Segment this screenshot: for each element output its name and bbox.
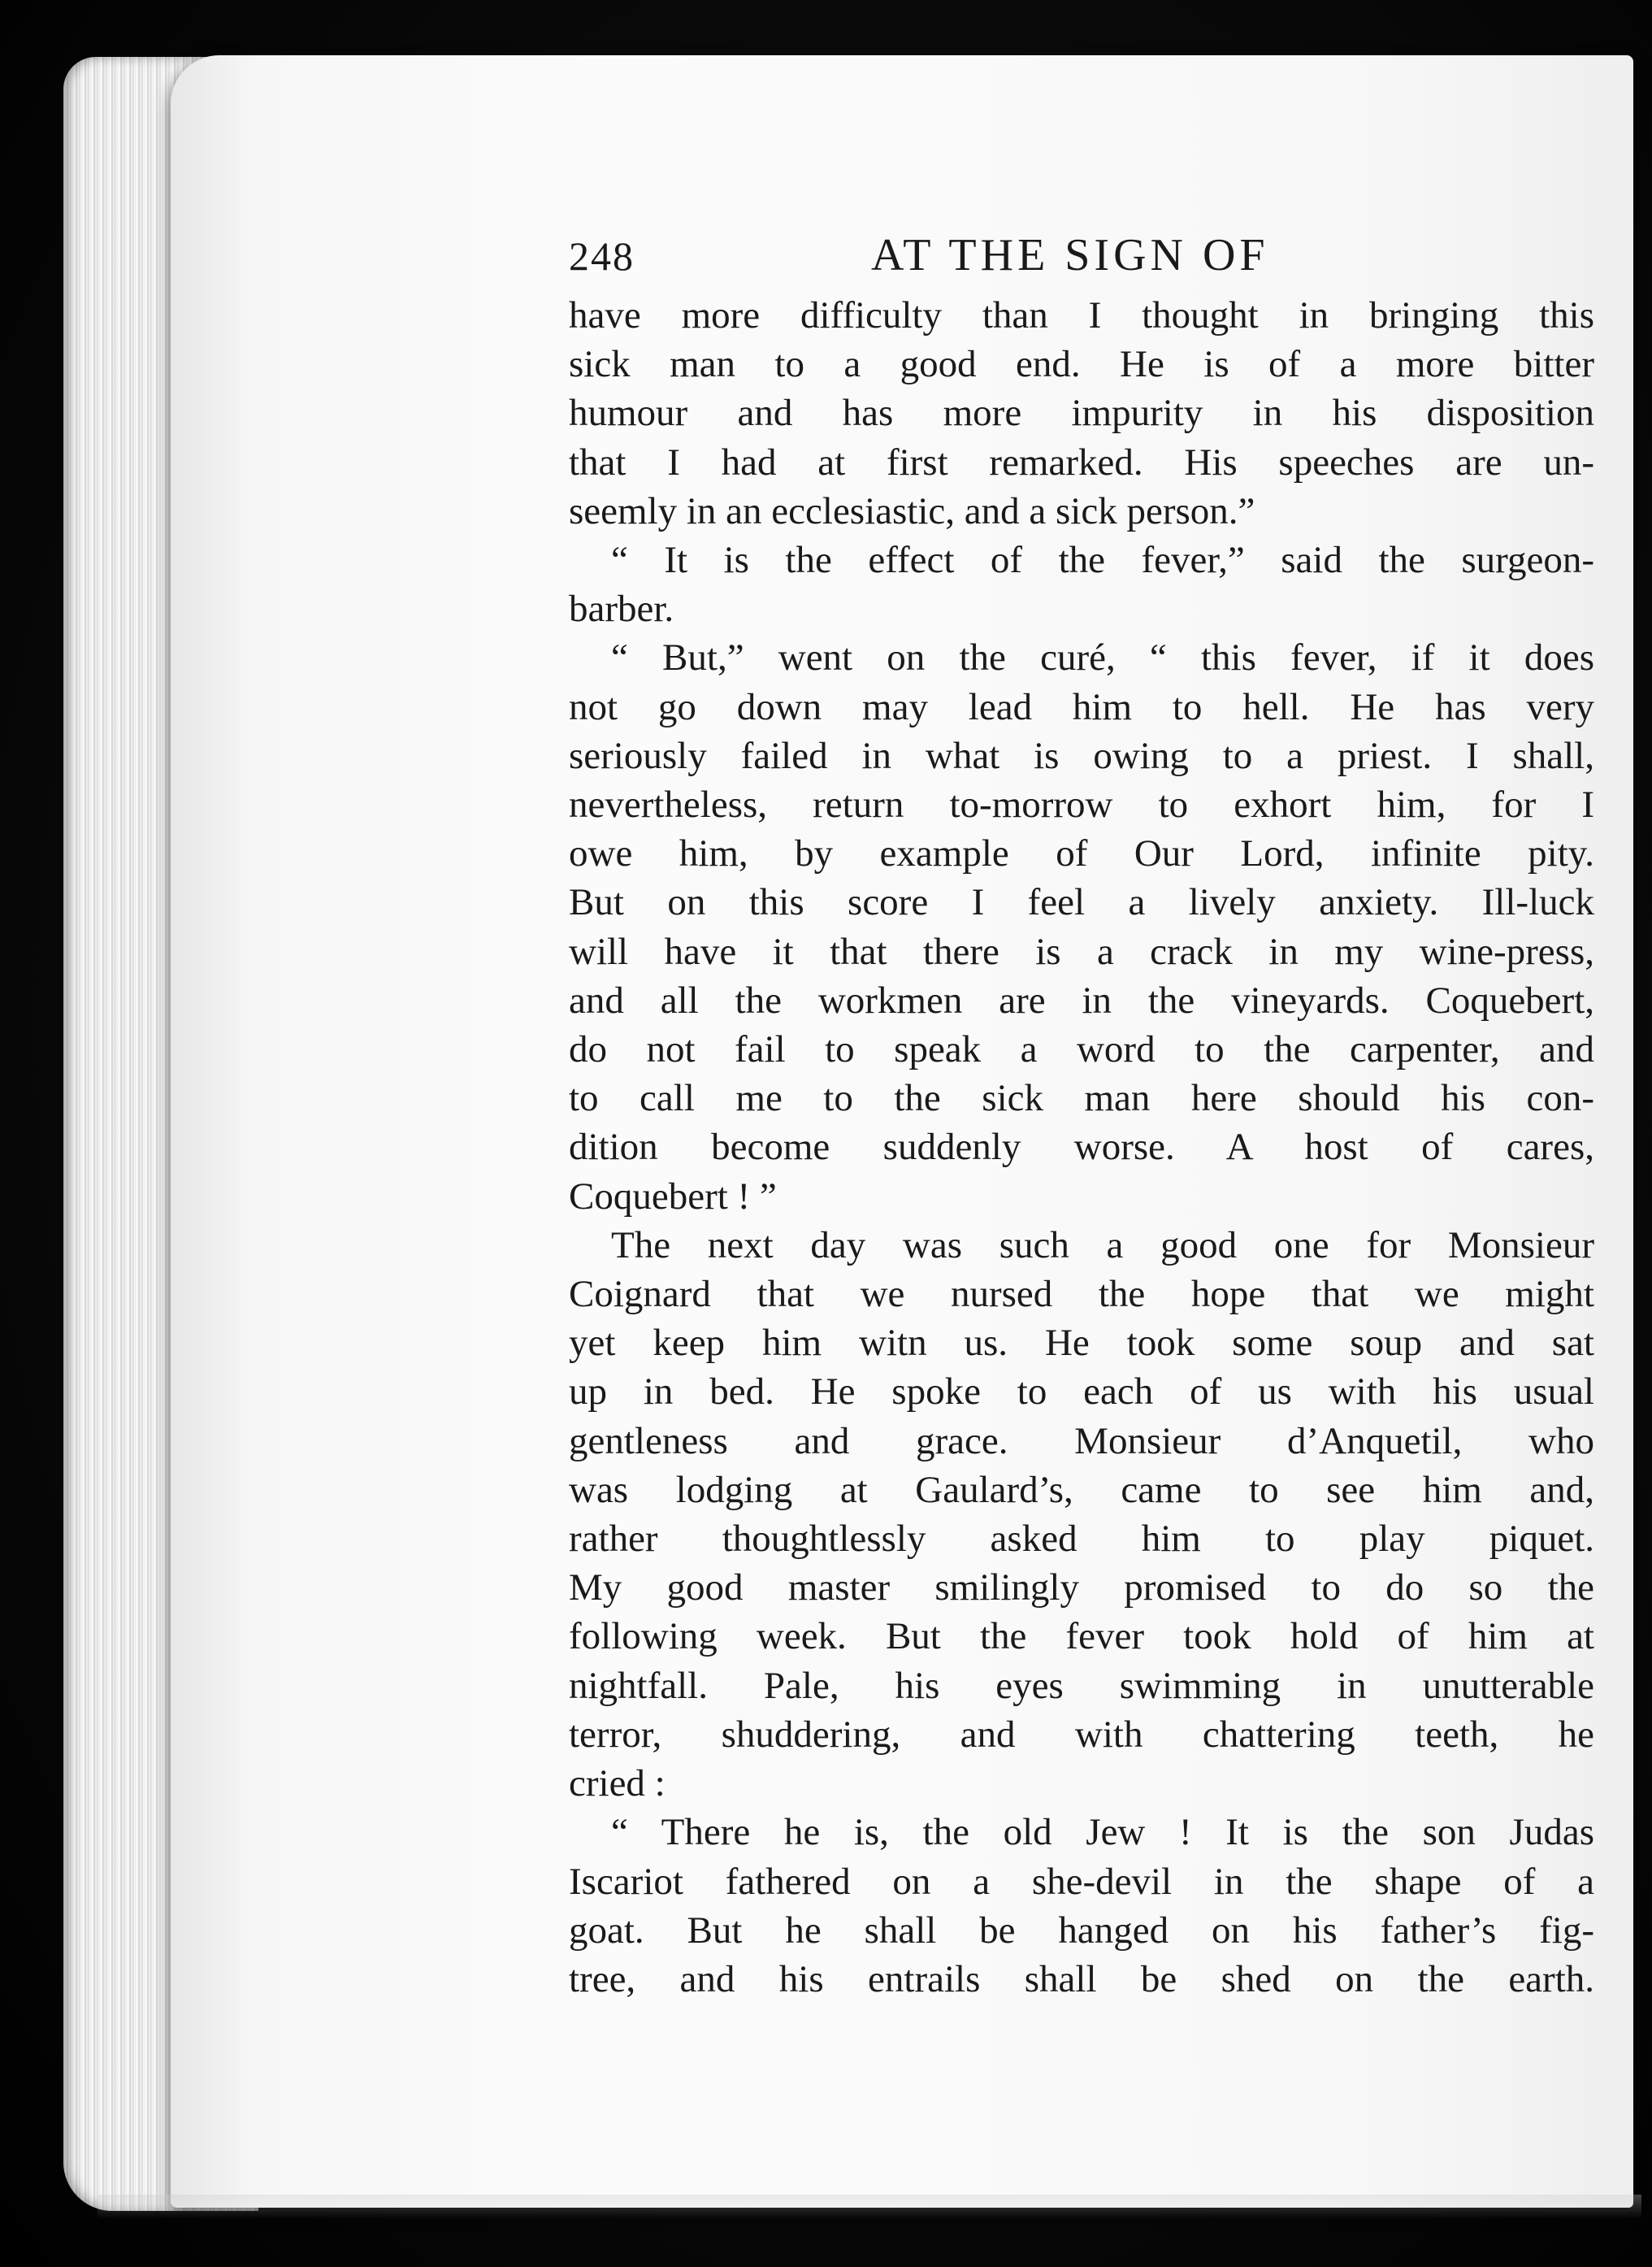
text-line: cried : — [569, 1762, 666, 1805]
text-line: not go down may lead him to hell. He has very — [569, 685, 1594, 728]
text-line: “ But,” went on the curé, “ this fever, if it does — [611, 636, 1594, 680]
text-line: “ It is the effect of the fever,” said the surgeon- — [611, 539, 1594, 582]
text-line: sick man to a good end. He is of a more bitter — [569, 343, 1594, 386]
text-line: gentleness and grace. Monsieur d’Anquetil, who — [569, 1419, 1594, 1462]
text-line: But on this score I feel a lively anxiety. Ill-luck — [569, 881, 1594, 924]
text-line: humour and has more impurity in his disposition — [569, 392, 1594, 435]
text-line: to call me to the sick man here should his con- — [569, 1077, 1594, 1120]
text-line: Coquebert ! ” — [569, 1175, 777, 1218]
page-number: 248 — [569, 233, 635, 279]
text-line: was lodging at Gaulard’s, came to see him and, — [569, 1468, 1594, 1511]
text-line: seemly in an ecclesiastic, and a sick person.” — [569, 489, 1255, 532]
text-line: following week. But the fever took hold of him at — [569, 1615, 1594, 1658]
text-line: dition become suddenly worse. A host of cares, — [569, 1126, 1594, 1169]
text-block — [569, 218, 1594, 2004]
text-line: that I had at first remarked. His speeches are un- — [569, 441, 1594, 484]
text-line: nevertheless, return to-morrow to exhort him, for I — [569, 784, 1594, 827]
text-line: terror, shuddering, and with chattering teeth, he — [569, 1713, 1594, 1756]
text-line: and all the workmen are in the vineyards. Coquebert, — [569, 979, 1594, 1022]
running-head — [569, 218, 1594, 291]
text-line: goat. But he shall be hanged on his father’s fig- — [569, 1909, 1594, 1952]
text-line: yet keep him witn us. He took some soup and sat — [569, 1322, 1594, 1365]
text-line: Iscariot fathered on a she-devil in the shape of a — [569, 1860, 1594, 1903]
text-line: do not fail to speak a word to the carpenter, and — [569, 1028, 1594, 1071]
text-line: Coignard that we nursed the hope that we might — [569, 1273, 1594, 1316]
text-line: owe him, by example of Our Lord, infinite pity. — [569, 832, 1594, 875]
running-title: AT THE SIGN OF — [871, 230, 1269, 280]
body-text — [569, 291, 1594, 2004]
text-line: The next day was such a good one for Monsieur — [611, 1223, 1594, 1266]
text-line: My good master smilingly promised to do so the — [569, 1566, 1594, 1609]
text-line: barber. — [569, 588, 674, 631]
text-line: seriously failed in what is owing to a priest. I shall, — [569, 734, 1594, 777]
text-line: up in bed. He spoke to each of us with his usual — [569, 1370, 1594, 1414]
text-line: tree, and his entrails shall be shed on the earth. — [569, 1957, 1594, 2000]
text-line: will have it that there is a crack in my wine-press, — [569, 930, 1594, 973]
page-bottom-edge — [98, 2195, 1641, 2219]
text-line: nightfall. Pale, his eyes swimming in unutterable — [569, 1664, 1594, 1707]
text-line: “ There he is, the old Jew ! It is the son Judas — [611, 1811, 1594, 1854]
text-line: rather thoughtlessly asked him to play piquet. — [569, 1518, 1594, 1561]
text-line: have more difficulty than I thought in bringing this — [569, 294, 1594, 337]
